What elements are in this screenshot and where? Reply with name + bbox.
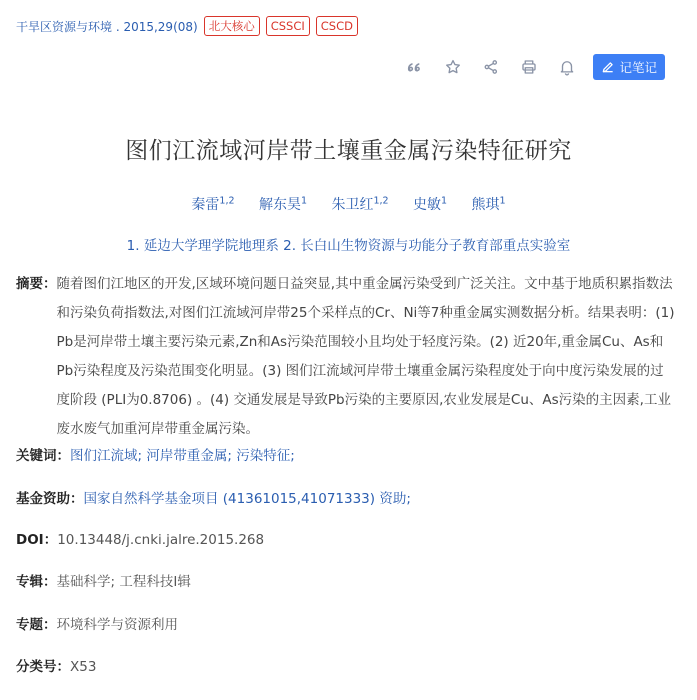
series-row [16, 568, 677, 596]
source-line [16, 14, 358, 38]
badge-cssci: CSSCI [266, 16, 310, 36]
author-list [0, 194, 697, 214]
classification-value: X53 [70, 659, 97, 675]
classification-label: 分类号： [16, 659, 70, 675]
classification-row [16, 653, 677, 681]
keywords-label: 关键词： [16, 448, 70, 464]
topic-value: 环境科学与资源利用 [56, 617, 178, 633]
share-icon[interactable] [479, 55, 503, 79]
abstract-text: 随着图们江地区的开发,区域环境问题日益突显,其中重金属污染受到广泛关注。文中基于地质积累指数法和污染负荷指数法,对图们江流域河岸带25个采样点的Cr、Ni等7种重金属实测数据分析。结果表明：(1) Pb是河岸带土壤主要污染元素,Zn和As污染范围较小且均处于轻度污染。(2) 近20年,重金属Cu、As和Pb污染程度及污染范围变化明显。(3) 图们江流域河岸带土壤重金属污染程度处于向中度污染发展的过度阶段 (PLI为0.8706) 。(4) 交通发展是导致Pb污染的主要原因,农业发展是Cu、As污染的主因素,工业废水废气加重河岸带重金属污染。 [56, 276, 675, 437]
author-link[interactable]: 秦雷$^{1,2}$ [191, 195, 235, 213]
fund-label: 基金资助： [16, 491, 84, 507]
take-note-label: 记笔记 [619, 60, 657, 75]
keyword-link[interactable]: 图们江流域; [70, 448, 143, 464]
badge-pku-core: 北大核心 [204, 16, 260, 36]
series-value: 基础科学; 工程科技Ⅰ辑 [56, 574, 191, 590]
keyword-link[interactable]: 河岸带重金属; [146, 448, 232, 464]
abstract-label: 摘要： [16, 276, 57, 292]
star-icon[interactable] [441, 55, 465, 79]
author-link[interactable]: 熊琪$^1$ [471, 195, 506, 213]
bell-icon[interactable] [555, 55, 579, 79]
quote-icon[interactable] [403, 55, 427, 79]
doi-row [16, 526, 677, 554]
doi-label: DOI： [16, 532, 58, 548]
take-note-button[interactable] [593, 54, 665, 80]
print-icon[interactable] [517, 55, 541, 79]
doi-value: 10.13448/j.cnki.jalre.2015.268 [57, 532, 265, 548]
author-link[interactable]: 朱卫红$^{1,2}$ [331, 195, 389, 213]
topic-label: 专题： [16, 617, 57, 633]
article-title: 图们江流域河岸带土壤重金属污染特征研究 [125, 138, 572, 164]
fund-row [16, 485, 677, 513]
article-toolbar [403, 54, 665, 80]
author-link[interactable]: 解东昊$^1$ [258, 195, 308, 213]
badge-cscd: CSCD [316, 16, 358, 36]
author-link[interactable]: 史敏$^1$ [413, 195, 448, 213]
keywords-row [16, 442, 677, 470]
keyword-link[interactable]: 污染特征; [236, 448, 295, 464]
affiliations[interactable]: 1. 延边大学理学院地理系 2. 长白山生物资源与功能分子教育部重点实验室 [126, 238, 571, 254]
series-label: 专辑： [16, 574, 57, 590]
journal-link[interactable]: 干旱区资源与环境 . 2015,29(08) [16, 19, 198, 34]
pencil-icon [601, 60, 615, 74]
fund-link[interactable]: 国家自然科学基金项目 (41361015,41071333) 资助; [83, 491, 411, 507]
abstract-row [16, 270, 677, 444]
topic-row [16, 611, 677, 639]
